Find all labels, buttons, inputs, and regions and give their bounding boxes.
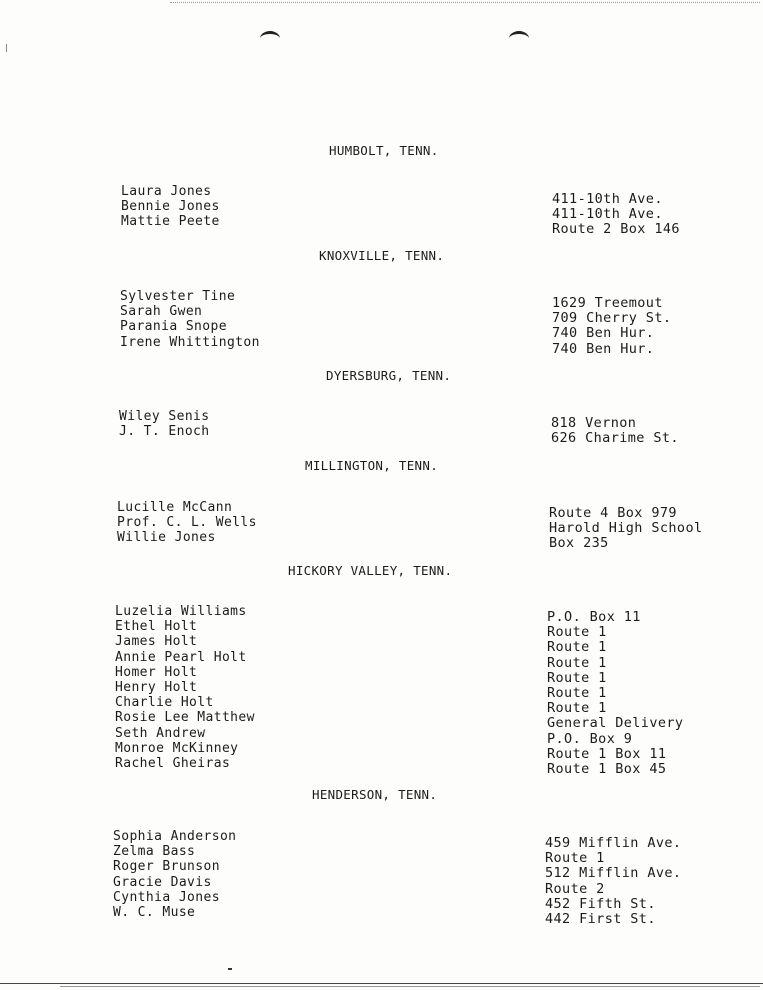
address-entry: Route 2	[545, 880, 605, 897]
address-entry: Route 1	[547, 669, 607, 686]
name-entry: W. C. Muse	[113, 905, 196, 921]
name-entry: Bennie Jones	[121, 199, 220, 215]
address-entry: Route 4 Box 979	[549, 505, 677, 521]
name-entry: Gracie Davis	[113, 874, 212, 890]
name-entry: Sylvester Tine	[120, 289, 236, 304]
name-entry: Prof. C. L. Wells	[117, 515, 257, 531]
name-entry: James Holt	[115, 634, 198, 650]
address-entry: 818 Vernon	[551, 415, 637, 431]
address-entry: Box 235	[549, 535, 609, 552]
name-entry: Ethel Holt	[115, 619, 198, 635]
punch-mark-right-icon	[509, 31, 529, 46]
section-heading-hickory-valley: HICKORY VALLEY, TENN.	[288, 563, 453, 578]
name-entry: Rosie Lee Matthew	[115, 710, 255, 726]
address-entry: Route 1	[547, 624, 607, 641]
name-entry: Roger Brunson	[113, 859, 220, 875]
name-entry: Sarah Gwen	[120, 304, 203, 320]
top-dotted-edge	[170, 2, 760, 3]
name-list-dyersburg	[119, 409, 210, 439]
address-entry: Harold High School	[549, 520, 703, 537]
name-entry: Zelma Bass	[113, 844, 196, 860]
address-entry: 709 Cherry St.	[552, 310, 672, 327]
name-list-hickory-valley	[115, 604, 255, 771]
address-entry: 1629 Treemout	[552, 295, 663, 311]
address-list-knoxville	[552, 296, 671, 357]
name-entry: Luzelia Williams	[115, 604, 247, 619]
section-heading-millington: MILLINGTON, TENN.	[305, 458, 439, 473]
ink-speck	[228, 968, 232, 970]
name-entry: Charlie Holt	[115, 695, 214, 711]
name-list-knoxville	[120, 289, 260, 350]
address-entry: Route 1	[547, 700, 607, 717]
name-list-henderson	[113, 829, 236, 920]
name-entry: Willie Jones	[117, 530, 216, 546]
address-list-dyersburg	[551, 416, 679, 446]
address-entry: Route 2 Box 146	[552, 221, 680, 238]
name-list-humbolt	[121, 184, 220, 230]
section-heading-henderson: HENDERSON, TENN.	[312, 787, 438, 802]
address-entry: Route 1 Box 11	[547, 745, 667, 762]
address-list-hickory-valley	[547, 610, 683, 777]
address-entry: 459 Mifflin Ave.	[545, 835, 682, 851]
bottom-edge-rule	[0, 983, 763, 984]
margin-tick	[6, 44, 7, 52]
address-entry: 512 Mifflin Ave.	[545, 865, 682, 882]
address-list-millington	[549, 506, 703, 552]
name-entry: Henry Holt	[115, 680, 198, 696]
name-entry: Cynthia Jones	[113, 889, 220, 905]
address-entry: Route 1	[545, 850, 605, 867]
section-heading-humbolt: HUMBOLT, TENN.	[329, 143, 439, 158]
punch-mark-left-icon	[260, 31, 280, 46]
name-entry: Annie Pearl Holt	[115, 649, 247, 665]
address-entry: P.O. Box 11	[547, 609, 641, 625]
name-entry: Seth Andrew	[115, 725, 206, 741]
section-heading-dyersburg: DYERSBURG, TENN.	[326, 368, 452, 383]
bottom-edge-rule-2	[60, 986, 760, 987]
address-entry: Route 1	[547, 639, 607, 656]
name-list-millington	[117, 500, 257, 546]
address-list-humbolt	[552, 192, 680, 238]
name-entry: J. T. Enoch	[119, 424, 210, 440]
address-entry: Route 1 Box 45	[547, 761, 667, 778]
address-entry: 626 Charime St.	[551, 430, 679, 447]
name-entry: Sophia Anderson	[113, 829, 237, 844]
section-heading-knoxville: KNOXVILLE, TENN.	[319, 248, 445, 263]
address-entry: 411-10th Ave.	[552, 206, 663, 223]
address-entry: 452 Fifth St.	[545, 895, 656, 912]
address-list-henderson	[545, 836, 681, 927]
address-entry: 411-10th Ave.	[552, 191, 663, 207]
name-entry: Parania Snope	[120, 319, 227, 335]
address-entry: P.O. Box 9	[547, 730, 633, 747]
name-entry: Irene Whittington	[120, 334, 260, 350]
name-entry: Mattie Peete	[121, 214, 220, 230]
name-entry: Wiley Senis	[119, 409, 210, 424]
address-entry: Route 1	[547, 685, 607, 702]
address-entry: 740 Ben Hur.	[552, 340, 655, 357]
name-entry: Laura Jones	[121, 184, 212, 199]
name-entry: Lucille McCann	[117, 500, 233, 515]
address-entry: 442 First St.	[545, 911, 656, 928]
name-entry: Homer Holt	[115, 664, 198, 680]
address-entry: General Delivery	[547, 715, 684, 732]
address-entry: 740 Ben Hur.	[552, 325, 655, 342]
address-entry: Route 1	[547, 654, 607, 671]
name-entry: Rachel Gheiras	[115, 756, 231, 772]
name-entry: Monroe McKinney	[115, 740, 239, 756]
